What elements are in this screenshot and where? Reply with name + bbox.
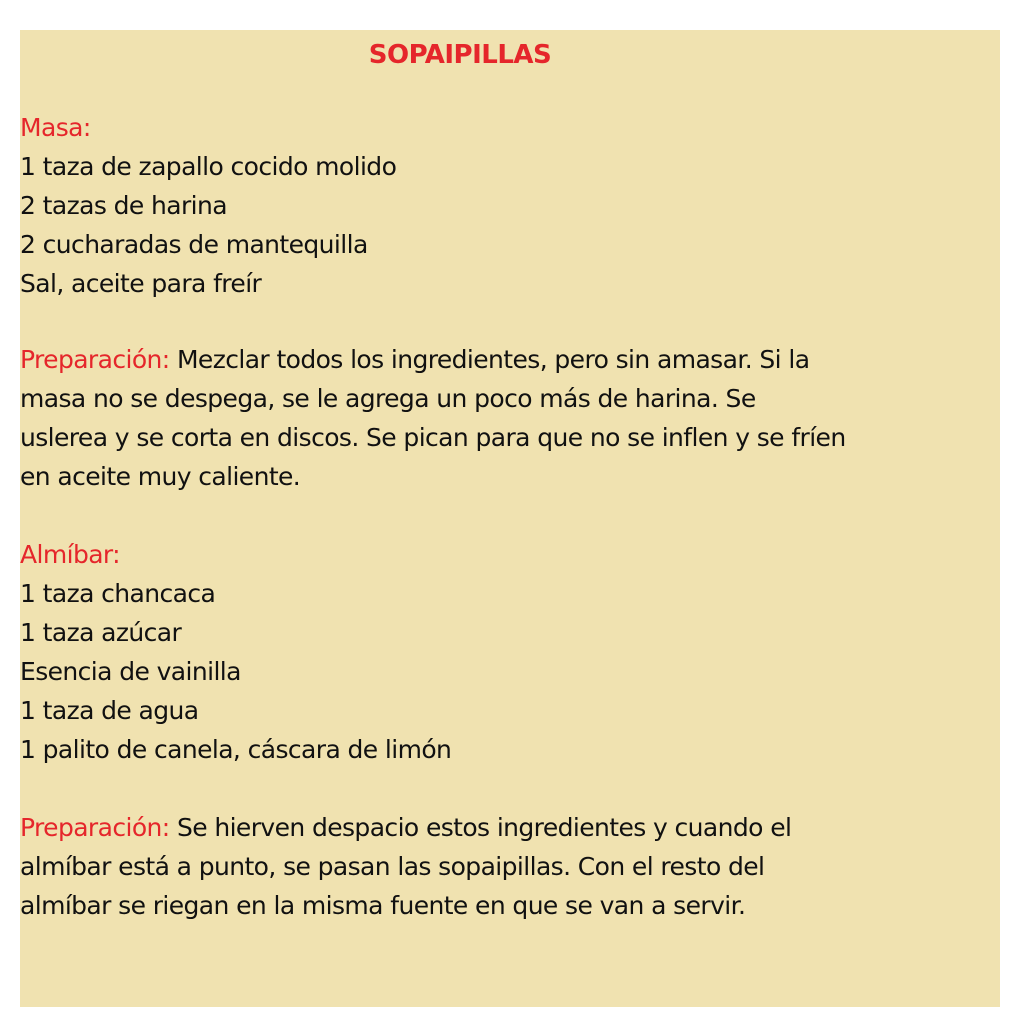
masa-heading: Masa:: [20, 113, 91, 142]
masa-ingredient: Sal, aceite para freír: [20, 269, 262, 298]
recipe-title: SOPAIPILLAS: [368, 40, 552, 70]
preparacion-masa-label: Preparación:: [20, 345, 170, 374]
almibar-ingredient: 1 taza azúcar: [20, 618, 182, 647]
almibar-section: [20, 535, 992, 769]
preparacion-almibar-line: [20, 808, 992, 847]
almibar-heading: Almíbar:: [20, 540, 120, 569]
preparacion-masa-section: [20, 340, 992, 496]
almibar-ingredient: 1 taza de agua: [20, 696, 199, 725]
preparacion-masa-text: Mezclar todos los ingredientes, pero sin amasar. Si la: [169, 345, 810, 374]
masa-ingredient: 2 cucharadas de mantequilla: [20, 230, 368, 259]
almibar-ingredient: 1 palito de canela, cáscara de limón: [20, 735, 452, 764]
preparacion-masa-line: [20, 340, 992, 379]
masa-ingredient: 1 taza de zapallo cocido molido: [20, 152, 397, 181]
masa-section: [20, 108, 992, 303]
preparacion-almibar-section: [20, 808, 992, 925]
almibar-ingredient: 1 taza chancaca: [20, 579, 216, 608]
recipe-card: [20, 30, 1000, 1007]
preparacion-masa-line: en aceite muy caliente.: [20, 462, 301, 491]
almibar-ingredient: Esencia de vainilla: [20, 657, 241, 686]
preparacion-masa-line: masa no se despega, se le agrega un poco más de harina. Se: [20, 384, 756, 413]
preparacion-almibar-label: Preparación:: [20, 813, 170, 842]
masa-ingredient: 2 tazas de harina: [20, 191, 227, 220]
preparacion-masa-line: uslerea y se corta en discos. Se pican para que no se inflen y se fríen: [20, 423, 846, 452]
preparacion-almibar-line: almíbar está a punto, se pasan las sopaipillas. Con el resto del: [20, 852, 765, 881]
preparacion-almibar-text: Se hierven despacio estos ingredientes y cuando el: [169, 813, 792, 842]
preparacion-almibar-line: almíbar se riegan en la misma fuente en que se van a servir.: [20, 891, 746, 920]
